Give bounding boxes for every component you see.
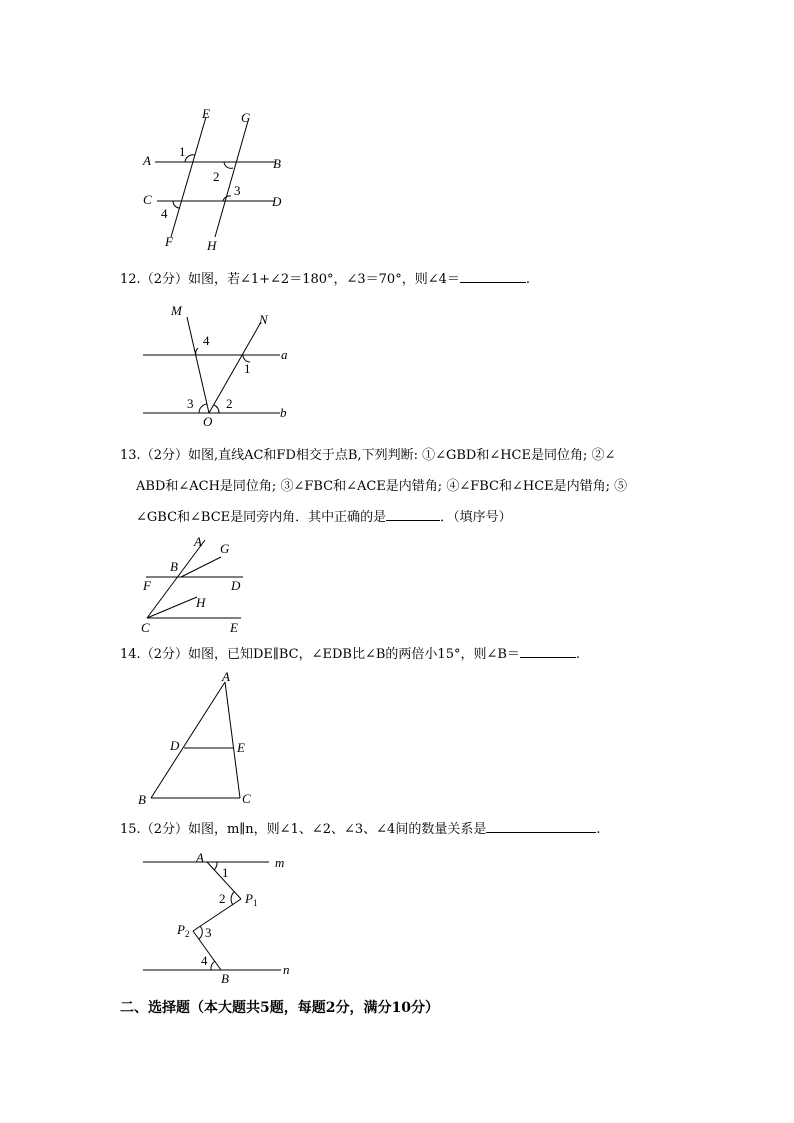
label-a: A (143, 153, 151, 168)
angle-label-4: 4 (203, 333, 210, 348)
label-b: B (170, 559, 178, 574)
question-score: （2分） (140, 822, 188, 837)
figure-q12 (135, 300, 305, 430)
angle-label-1: 1 (179, 144, 186, 159)
label-h: H (196, 595, 206, 610)
label-f: F (165, 234, 173, 249)
question-number: 14. (120, 647, 141, 662)
label-g: G (241, 110, 251, 125)
question-score: （2分） (140, 272, 188, 287)
question-end: . (596, 822, 601, 837)
answer-blank[interactable] (520, 643, 576, 658)
question-number: 15. (120, 822, 141, 837)
question-12 (120, 268, 530, 291)
label-c: C (141, 620, 150, 635)
label-b: B (138, 792, 146, 807)
angle-label-2: 2 (213, 169, 220, 184)
label-m: m (275, 855, 285, 870)
line-no (209, 322, 261, 413)
angle-label-3: 3 (205, 925, 212, 940)
question-text: 如图，已知DE∥BC，∠EDB比∠B的两倍小15°，则∠B＝ (187, 647, 520, 662)
figure-q11 (135, 100, 295, 255)
label-d: D (272, 194, 282, 209)
angle-arc-4 (173, 201, 179, 208)
angle-arc-3 (223, 196, 231, 201)
angle-arc-3 (199, 926, 202, 939)
angle-label-3: 3 (234, 183, 241, 198)
line-gh (215, 121, 248, 237)
angle-label-2: 2 (219, 891, 226, 906)
label-a: A (194, 534, 202, 549)
label-a: A (196, 850, 204, 865)
angle-arc-2 (214, 405, 219, 413)
question-text-3: ∠GBC和∠BCE是同旁内角．其中正确的是 (136, 510, 387, 525)
question-line-1 (120, 440, 680, 471)
angle-arc-2 (231, 892, 234, 905)
label-c: C (143, 192, 152, 207)
section-heading: 二、选择题（本大题共5题，每题2分，满分10分） (120, 1000, 439, 1016)
label-m: M (171, 303, 182, 318)
label-e: E (230, 620, 238, 635)
figure-q15 (135, 845, 305, 990)
label-b: B (273, 156, 281, 171)
label-c: C (242, 791, 251, 806)
question-text: 如图，m∥n，则∠1、∠2、∠3、∠4间的数量关系是 (187, 822, 487, 837)
question-text: 如图，若∠1+∠2＝180°，∠3＝70°，则∠4＝ (187, 272, 460, 287)
question-13 (120, 440, 680, 533)
answer-blank[interactable] (460, 268, 526, 283)
figure-q14 (135, 670, 265, 810)
question-14 (120, 643, 580, 666)
angle-arc-4 (211, 961, 215, 970)
figure-q13 (135, 535, 265, 640)
label-b: B (221, 971, 229, 986)
label-a: a (281, 347, 288, 362)
question-end: . (525, 272, 531, 287)
label-o: O (203, 414, 213, 429)
label-d: D (231, 578, 241, 593)
label-e: E (237, 740, 245, 755)
question-number: 13. (120, 448, 141, 463)
angle-arc-3 (199, 404, 207, 413)
label-g: G (220, 541, 230, 556)
question-15 (120, 818, 600, 841)
label-a: A (222, 669, 230, 684)
label-n: n (283, 962, 290, 977)
angle-label-1: 1 (222, 865, 229, 880)
answer-blank[interactable] (386, 506, 440, 521)
question-score: （2分） (140, 448, 188, 463)
question-line-2 (120, 471, 680, 502)
question-text-2: ABD和∠ACH是同位角; ③∠FBC和∠ACE是内错角; ④∠FBC和∠HCE是内错角; ⑤ (136, 479, 628, 494)
answer-blank[interactable] (486, 818, 596, 833)
label-e: E (202, 106, 210, 121)
question-text-1: 如图,直线AC和FD相交于点B,下列判断: ①∠GBD和∠HCE是同位角; ②∠ (187, 448, 616, 463)
angle-label-2: 2 (226, 396, 233, 411)
angle-arc-2 (224, 162, 233, 168)
question-line-3 (120, 502, 680, 533)
label-p1: $P_1$ (245, 891, 258, 908)
label-p2: $P_2$ (177, 922, 190, 939)
label-f: F (143, 578, 151, 593)
angle-arc-4 (196, 348, 198, 355)
question-text-4: ．（填序号） (440, 510, 512, 525)
line-ef (171, 117, 206, 237)
ray-bg (181, 557, 221, 577)
angle-label-4: 4 (161, 206, 168, 221)
angle-label-4: 4 (201, 953, 208, 968)
side-ab (151, 682, 225, 798)
label-d: D (170, 738, 180, 753)
question-end: . (575, 647, 581, 662)
angle-label-1: 1 (244, 361, 251, 376)
question-score: （2分） (140, 647, 188, 662)
angle-arc-1 (214, 862, 217, 870)
label-b: b (280, 405, 287, 420)
label-n: N (259, 312, 268, 327)
question-number: 12. (120, 272, 141, 287)
angle-label-3: 3 (187, 396, 194, 411)
label-h: H (207, 238, 217, 253)
